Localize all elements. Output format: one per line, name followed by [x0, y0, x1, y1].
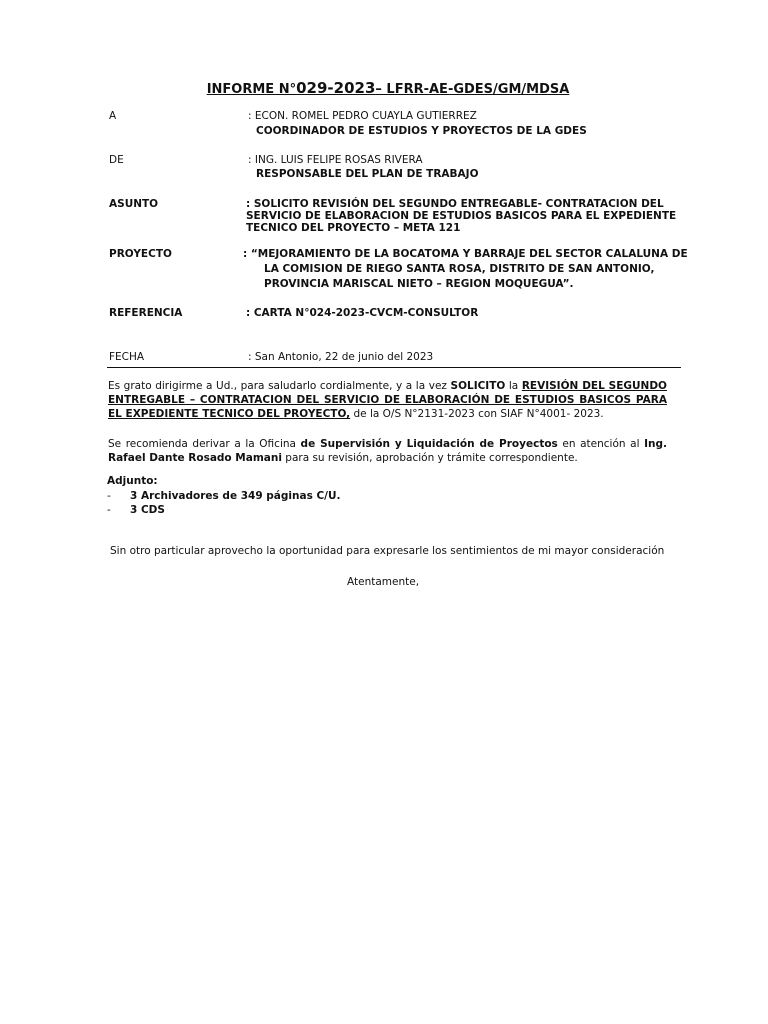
reference-value: : CARTA N°024-2023-CVCM-CONSULTOR — [246, 307, 479, 319]
p1-request: REVISIÓN DEL SEGUNDO ENTREGABLE – CONTRATACION DEL SERVICIO DE ELABORACIÓN DE ESTUDIOS BASICOS PARA EL EXPEDIENTE TECNICO DEL PROYECTO, — [108, 380, 667, 420]
p2-office: de Supervisión y Liquidación de Proyectos — [300, 438, 558, 450]
reference-label: REFERENCIA — [109, 307, 183, 319]
report-number: 029-2023 — [296, 79, 376, 97]
p1-intro: Es grato dirigirme a Ud., para saludarlo cordialmente, y a la vez — [108, 380, 451, 392]
p1-la: la — [505, 380, 522, 392]
attachments-heading: Adjunto: — [107, 475, 158, 487]
p2-purpose: para su revisión, aprobación y trámite correspondiente. — [281, 452, 578, 464]
from-label: DE — [109, 154, 124, 166]
attachment-1-text: 3 Archivadores de 349 páginas C/U. — [130, 490, 341, 502]
closing-text: Sin otro particular aprovecho la oportunidad para expresarle los sentimientos de mi mayor consideración — [110, 545, 665, 557]
body-paragraph-1 — [108, 379, 667, 421]
report-title-prefix: INFORME N° — [206, 82, 297, 97]
project-label: PROYECTO — [109, 248, 172, 260]
signoff-text: Atentamente, — [347, 576, 420, 588]
report-title-suffix: – LFRR-AE-GDES/GM/MDSA — [375, 82, 570, 97]
project-line-1: : “MEJORAMIENTO DE LA BOCATOMA Y BARRAJE DEL SECTOR CALALUNA DE — [243, 248, 688, 260]
to-role: COORDINADOR DE ESTUDIOS Y PROYECTOS DE LA GDES — [256, 125, 587, 137]
header-divider — [107, 367, 681, 368]
date-value: : San Antonio, 22 de junio del 2023 — [248, 351, 434, 363]
attachment-2-bullet: - — [107, 504, 111, 516]
from-role: RESPONSABLE DEL PLAN DE TRABAJO — [256, 168, 479, 180]
project-line-2: LA COMISION DE RIEGO SANTA ROSA, DISTRITO DE SAN ANTONIO, — [264, 263, 655, 275]
subject-label: ASUNTO — [109, 198, 159, 210]
date-label: FECHA — [109, 351, 145, 363]
p1-solicito: SOLICITO — [450, 380, 506, 392]
p2-intro: Se recomienda derivar a la Oficina — [108, 438, 301, 450]
subject-line-3: TECNICO DEL PROYECTO – META 121 — [246, 222, 461, 234]
p1-order-ref: de la O/S N°2131-2023 con SIAF N°4001- 2023. — [350, 408, 604, 420]
body-paragraph-2 — [108, 437, 667, 465]
from-name: : ING. LUIS FELIPE ROSAS RIVERA — [248, 154, 423, 166]
report-title — [0, 79, 768, 97]
project-line-3: PROVINCIA MARISCAL NIETO – REGION MOQUEGUA”. — [264, 278, 574, 290]
p2-person: Ing. Rafael Dante Rosado Mamani — [108, 438, 667, 464]
to-name: : ECON. ROMEL PEDRO CUAYLA GUTIERREZ — [248, 110, 477, 122]
attachment-1-bullet: - — [107, 490, 111, 502]
attachment-2-text: 3 CDS — [130, 504, 165, 516]
subject-line-2: SERVICIO DE ELABORACION DE ESTUDIOS BASICOS PARA EL EXPEDIENTE — [246, 210, 677, 222]
p2-attention: en atención al — [557, 438, 645, 450]
subject-line-1: : SOLICITO REVISIÓN DEL SEGUNDO ENTREGABLE- CONTRATACION DEL — [246, 198, 664, 210]
to-label: A — [109, 110, 117, 122]
